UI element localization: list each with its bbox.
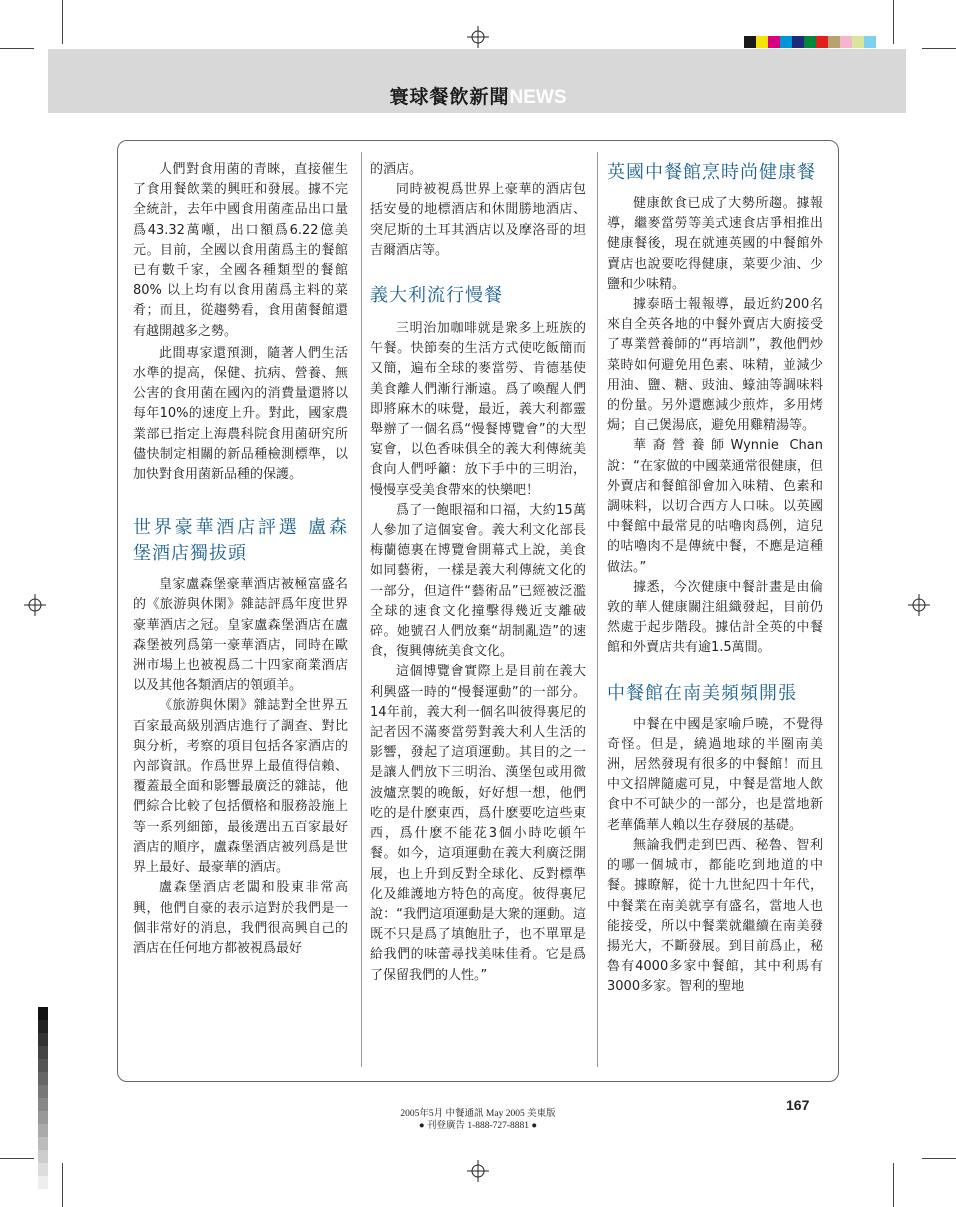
- crop-mark: [893, 1163, 894, 1207]
- color-swatch: [804, 36, 816, 48]
- column-3: [607, 160, 823, 998]
- registration-mark-icon: [467, 26, 489, 48]
- color-swatch: [780, 36, 792, 48]
- paragraph: 的酒店。: [370, 162, 423, 177]
- footer-publication-line: 2005年5月 中餐通訊 May 2005 美東版: [400, 1109, 556, 1119]
- title-chinese: 寰球餐飲新聞: [389, 86, 510, 108]
- crop-mark: [62, 0, 63, 44]
- registration-mark-icon: [467, 1160, 489, 1182]
- article-heading-luxembourg-hotel: 世界豪華酒店評選 盧森堡酒店獨拔頭: [133, 517, 348, 565]
- paragraph: 健康飲食已成了大勢所趨。據報導，繼麥當勞等美式速食店爭相推出健康餐後，現在就連英國的中餐館外賣店也說要吃得健康，菜要少油、少鹽和少味精。: [607, 196, 823, 292]
- color-swatch: [816, 36, 828, 48]
- article-heading-uk-healthy-chinese: 英國中餐館烹時尚健康餐: [607, 162, 816, 183]
- grayscale-bar: [38, 1007, 48, 1189]
- crop-mark: [0, 1158, 34, 1159]
- color-calibration-bar: [744, 36, 876, 48]
- color-swatch: [792, 36, 804, 48]
- registration-mark-icon: [908, 594, 930, 616]
- color-swatch: [864, 36, 876, 48]
- paragraph: 盧森堡酒店老闆和股東非常高興，他們自豪的表示這對於我們是一個非常好的消息，我們很高興自己的酒店在任何地方都被視爲最好: [133, 880, 348, 956]
- color-swatch: [768, 36, 780, 48]
- paragraph: 人們對食用菌的青睞，直接催生了食用餐飲業的興旺和發展。據不完全統計，去年中國食用菌產品出口量爲43.32萬噸，出口額爲6.22億美元。目前，全國以食用菌爲主的餐館已有數千家，全國各種類型的餐館 80% 以上均有以食用菌爲主料的菜肴；而且，從趨勢看，食用菌餐館還有越開越多之勢。: [133, 162, 348, 339]
- crop-mark: [922, 1158, 956, 1159]
- paragraph: 皇家盧森堡豪華酒店被極富盛名的《旅游與休閑》雜誌評爲年度世界豪華酒店之冠。皇家盧森堡酒店在盧森堡被列爲第一豪華酒店，同時在歐洲市場上也被視爲二十四家商業酒店以及其他各類酒店的領頭羊。: [133, 577, 348, 694]
- paragraph: 《旅游與休閑》雜誌對全世界五百家最高級別酒店進行了調查、對比與分析，考察的項目包括各家酒店的內部資訊。作爲世界上最值得信賴、覆蓋最全面和影響最廣泛的雜誌，他們綜合比較了包括價格和服務設施上等一系列細節，最後選出五百家最好酒店的順序，盧森堡酒店被列爲是世界上最好、最豪華的酒店。: [133, 698, 348, 876]
- article-heading-south-america-chinese: 中餐館在南美頻頻開張: [607, 682, 797, 704]
- column-divider: [361, 152, 362, 1067]
- page-title: [0, 82, 956, 109]
- crop-mark: [922, 48, 956, 49]
- footer-advertising-line: ● 刊登廣告 1-888-727-8881 ●: [418, 1121, 538, 1131]
- color-swatch: [756, 36, 768, 48]
- paragraph: 此間專家還預測，隨著人們生活水準的提高，保健、抗病、營養、無公害的食用菌在國內的消費量還將以每年10%的速度上升。對此，國家農業部已指定上海農科院食用菌研究所儘快制定相關的新品種檢測標準，以加快對食用菌新品種的保護。: [133, 345, 348, 483]
- article-heading-italy-slow-food: 義大利流行慢餐: [370, 285, 503, 307]
- paragraph: 據泰晤士報報導，最近約200名來自全英各地的中餐外賣店大廚接受了專業營養師的“再培訓”，教他們炒菜時如何避免用色素、味精，並減少用油、鹽、糖、豉油、蠔油等調味料的份量。另外還應減少煎炸，多用烤焗；自己煲湯底，避免用雞精湯等。: [607, 297, 823, 434]
- paragraph: 華裔營養師Wynnie Chan說：“在家做的中國菜通常很健康，但外賣店和餐館卻會加入味精、色素和調味料，以切合西方人口味。以英國中餐館中最常見的咕嚕肉爲例，這兒的咕嚕肉不是傳統中餐，不應是這種做法。”: [607, 438, 823, 575]
- paragraph: 爲了一飽眼福和口福，大約15萬人參加了這個宴會。義大利文化部長梅蘭德裏在博覽會開幕式上說，美食如同藝術，一樣是義大利傳統文化的一部分，但這件“藝術品”已經被泛濫全球的速食文化撞擊得幾近支離破碎。她號召人們放棄“胡制亂造”的速食，復興傳統美食文化。: [370, 502, 586, 660]
- color-swatch: [744, 36, 756, 48]
- column-divider: [597, 152, 598, 1067]
- paragraph: 這個博覽會實際上是目前在義大利興盛一時的“慢餐運動”的一部分。14年前，義大利一個名叫彼得裏尼的記者因不滿麥當勞對義大利人生活的影響，發起了這項運動。其目的之一是讓人們放下三明治、漢堡包或用微波爐烹製的晚飯，好好想一想，他們吃的是什麽東西，爲什麽要吃這些東西，爲什麽不能花3個小時吃頓午餐。如今，這項運動在義大利廣泛開展，也上升到反對全球化、反對標準化及維護地方特色的高度。彼得裏尼說：“我們這項運動是大衆的運動。這既不只是爲了填飽肚子，也不單單是給我們的味蕾尋找美味佳肴。它是爲了保留我們的人性。”: [370, 664, 586, 983]
- paragraph: 同時被視爲世界上豪華的酒店包括安曼的地標酒店和休閒勝地酒店、突尼斯的土耳其酒店以及摩洛哥的坦吉爾酒店等。: [370, 182, 586, 258]
- color-swatch: [840, 36, 852, 48]
- color-swatch: [852, 36, 864, 48]
- paragraph: 三明治加咖啡就是衆多上班族的午餐。快節奏的生活方式使吃飯簡而又簡，遍布全球的麥當勞、肯德基使美食離人們漸行漸遠。爲了喚醒人們即將麻木的味覺，最近，義大利都靈舉辦了一個名爲“慢餐博覽會”的大型宴會，以色香味俱全的義大利傳統美食向人們呼籲：放下手中的三明治，慢慢享受美食帶來的快樂吧！: [370, 321, 586, 498]
- color-swatch: [828, 36, 840, 48]
- crop-mark: [0, 48, 34, 49]
- crop-mark: [62, 1163, 63, 1207]
- title-news: NEWS: [509, 87, 567, 108]
- paragraph: 中餐在中國是家喻戶曉，不覺得奇怪。但是，繞過地球的半圈南美洲，居然發現有很多的中餐館！而且中文招牌隨處可見，中餐是當地人飲食中不可缺少的一部分，也是當地新老華僑華人賴以生存發展的基礎。: [607, 716, 823, 833]
- paragraph: 據悉，今次健康中餐計畫是由倫敦的華人健康關注組織發起，目前仍然處于起步階段。據估計全英的中餐館和外賣店共有逾1.5萬間。: [607, 579, 823, 656]
- column-2: [370, 160, 586, 986]
- column-1: [133, 160, 348, 959]
- registration-mark-icon: [24, 594, 46, 616]
- page-number: 167: [786, 1097, 810, 1113]
- paragraph: 無論我們走到巴西、秘魯、智利的哪一個城市，都能吃到地道的中餐。據瞭解，從十九世紀四十年代，中餐業在南美就享有盛名，當地人也能接受，所以中餐業就繼續在南美發揚光大，不斷發展。到目前爲止，秘魯有4000多家中餐館，其中利馬有3000多家。智利的聖地: [607, 837, 823, 995]
- crop-mark: [893, 0, 894, 44]
